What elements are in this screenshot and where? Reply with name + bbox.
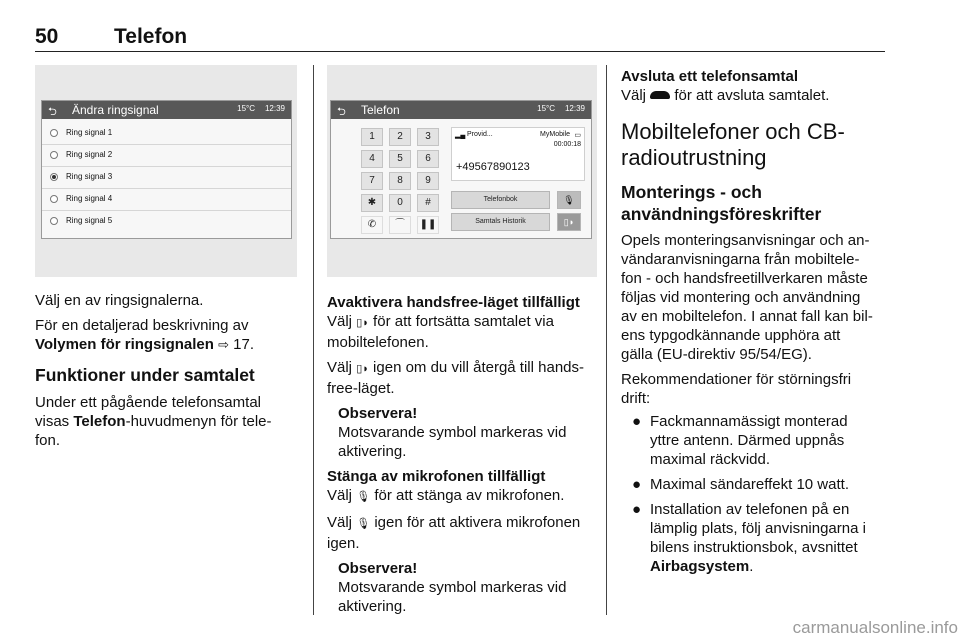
call-duration: 00:00:18 [553, 141, 581, 148]
ringtone-screen [41, 100, 292, 239]
keypad-key[interactable]: 1 [361, 128, 383, 146]
radio-selected-icon [50, 173, 58, 181]
radio-icon [50, 195, 58, 203]
paragraph: Rekommendationer för störningsfri drift: [621, 371, 852, 407]
radio-icon [50, 129, 58, 137]
keypad-key[interactable]: 2 [389, 128, 411, 146]
section-title: Telefon [114, 25, 188, 48]
keypad-key[interactable]: # [417, 194, 439, 212]
phone-titlebar [331, 101, 591, 119]
call-history-button[interactable]: Samtals Historik [451, 213, 550, 231]
temperature: 15°C [537, 104, 555, 113]
ringtone-screen-title: Ändra ringsignal [72, 103, 159, 117]
keypad-key[interactable]: 3 [417, 128, 439, 146]
bullet-icon: ● [632, 413, 642, 430]
ringtone-screenshot [35, 65, 297, 277]
signal-icon: ▂▄ [455, 132, 466, 139]
handsfree-icon: ▯◗ [356, 317, 369, 329]
temperature: 15°C [237, 104, 255, 113]
note-1: Observera! Motsvarande symbol markeras vid aktivering. [338, 405, 567, 460]
list-item: ● Fackmannamässigt monterad yttre antenn. Därmed uppnås maximal räckvidd. [632, 413, 848, 468]
handsfree-toggle-icon[interactable]: ▯◗ [557, 213, 581, 231]
radio-icon [50, 217, 58, 225]
ringtone-titlebar [42, 101, 291, 119]
paragraph: Opels monteringsanvisningar och an- vändaranvisningarna från mobiltele- fon - och handsfreetillverkaren måste följas vid montering och användning av en mobiltelefon. I annat fall kan bil- ens typgodkännande upphöra att gälla (EU-direktiv 95/54/EG). [621, 232, 873, 363]
keypad-key[interactable]: 9 [417, 172, 439, 190]
microphone-icon: 🎙 [356, 491, 371, 503]
paragraph: Under ett pågående telefonsamtal visas Telefon-huvudmenyn för tele- fon. [35, 394, 272, 449]
paragraph: För en detaljerad beskrivning av Volymen för ringsignalen ⇨ 17. [35, 317, 255, 353]
column-divider-2 [606, 65, 607, 615]
ringtone-item[interactable]: Ring signal 4 [42, 189, 291, 211]
dialed-number: +49567890123 [456, 161, 530, 173]
heading-end-call: Avsluta ett telefonsamtal [621, 68, 798, 85]
clock: 12:39 [564, 104, 585, 113]
mute-mic-icon[interactable]: 🎙 [557, 191, 581, 209]
keypad-key[interactable]: ✱ [361, 194, 383, 212]
paragraph: Välj för att avsluta samtalet. [621, 87, 830, 104]
heading-functions: Funktioner under samtalet [35, 365, 255, 385]
heading-installation: Monterings - och användningsföreskrifter [621, 182, 822, 224]
back-icon[interactable]: ⮌ [48, 106, 57, 118]
ringtone-item[interactable]: Ring signal 2 [42, 145, 291, 167]
microphone-icon: 🎙 [356, 518, 371, 530]
pause-icon[interactable]: ❚❚ [417, 216, 439, 234]
middle-text [327, 293, 602, 616]
paragraph: Välj ▯◗ igen om du vill återgå till hands- free-läget. [327, 359, 585, 397]
phone-screen [330, 100, 592, 239]
handsfree-icon: ▯◗ [356, 363, 369, 375]
phonebook-button[interactable]: Telefonbok [451, 191, 550, 209]
column-divider-1 [313, 65, 314, 615]
keypad-key[interactable]: 0 [389, 194, 411, 212]
heading-mobile-cb: Mobiltelefoner och CB- radioutrustning [621, 119, 845, 170]
heading-handsfree: Avaktivera handsfree-läget tillfälligt [327, 294, 580, 311]
keypad-key[interactable]: 7 [361, 172, 383, 190]
keypad-key[interactable]: 6 [417, 150, 439, 168]
paragraph: Välj en av ringsignalerna. [35, 292, 204, 309]
ringtone-item[interactable]: Ring signal 1 [42, 123, 291, 145]
list-item: ● Maximal sändareffekt 10 watt. [632, 476, 849, 493]
phone-screen-title: Telefon [361, 103, 400, 117]
note-2: Observera! Motsvarande symbol markeras vid aktivering. [338, 560, 567, 615]
keypad-key[interactable]: 8 [389, 172, 411, 190]
keypad-key[interactable]: 4 [361, 150, 383, 168]
ringtone-item[interactable]: Ring signal 5 [42, 211, 291, 232]
watermark: carmanualsonline.info [792, 618, 958, 637]
handset-icon[interactable]: ✆ [361, 216, 383, 234]
ringtone-item[interactable]: Ring signal 3 [42, 167, 291, 189]
phone-screenshot [327, 65, 597, 277]
battery-icon: ▭ [574, 132, 581, 139]
list-item: ● Installation av telefonen på en lämplig plats, följ anvisningarna i bilens instruktionsbok, avsnittet Airbagsystem. [632, 501, 866, 575]
end-call-icon [650, 91, 670, 99]
back-icon[interactable]: ⮌ [337, 106, 346, 118]
left-text [35, 291, 300, 450]
header-rule [35, 51, 885, 52]
bullet-icon: ● [632, 501, 642, 518]
paragraph: Välj 🎙 igen för att aktivera mikrofonen igen. [327, 514, 581, 552]
volume-ref: Volymen för ringsignalen [35, 336, 214, 353]
bullet-icon: ● [632, 476, 642, 493]
clock: 12:39 [264, 104, 285, 113]
paragraph: Välj ▯◗ för att fortsätta samtalet via mobiltelefonen. [327, 313, 554, 351]
call-info-panel [451, 127, 585, 181]
page-number: 50 [35, 25, 59, 48]
right-text [621, 67, 891, 576]
keypad-key[interactable]: 5 [389, 150, 411, 168]
arrow-ref-icon: ⇨ [218, 337, 229, 352]
radio-icon [50, 151, 58, 159]
paragraph: Välj 🎙 för att stänga av mikrofonen. [327, 487, 565, 504]
heading-mute: Stänga av mikrofonen tillfälligt [327, 468, 546, 485]
phone-name: MyMobile [540, 131, 570, 138]
end-call-icon[interactable]: ⌒ [389, 216, 411, 234]
provider-name: Provid... [467, 131, 493, 138]
